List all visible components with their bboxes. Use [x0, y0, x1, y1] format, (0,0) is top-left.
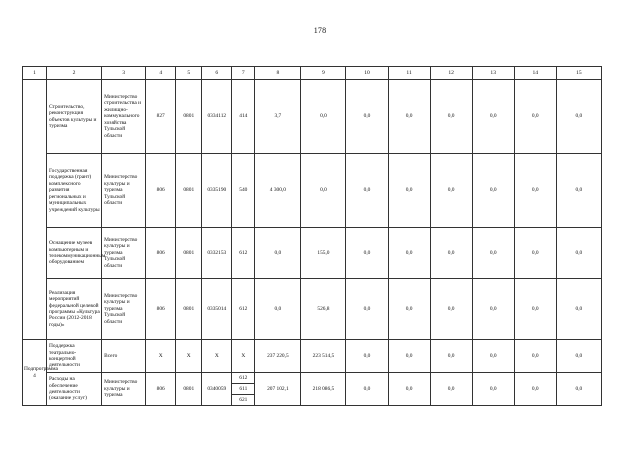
column-header: 2 — [47, 67, 102, 80]
column-header: 9 — [301, 67, 346, 80]
value-cell: 0,0 — [388, 279, 430, 340]
expense-type-code: 611 — [232, 384, 255, 395]
value-cell: 0,0 — [346, 373, 388, 406]
activity-name: Поддержка театрально-концертной деятельности — [47, 340, 102, 373]
value-cell: 0,0 — [346, 154, 388, 228]
value-cell: 4 300,0 — [255, 154, 301, 228]
target-code: 0332153 — [202, 228, 232, 279]
section-code: 0801 — [176, 154, 202, 228]
value-cell: 0,0 — [472, 80, 514, 154]
activity-name: Строительство, реконструкция объектов культуры и туризма — [47, 80, 102, 154]
executor: Министерство культуры и туризма Тульской области — [102, 228, 146, 279]
target-code: X — [202, 340, 232, 373]
value-cell: 0,0 — [301, 154, 346, 228]
value-cell: 0,0 — [430, 80, 472, 154]
value-cell: 0,0 — [514, 154, 556, 228]
value-cell: 0,0 — [346, 340, 388, 373]
column-header: 4 — [146, 67, 176, 80]
table-row — [23, 373, 602, 384]
header-row — [23, 67, 602, 80]
value-cell: 207 102,1 — [255, 373, 301, 406]
table-row — [23, 228, 602, 279]
value-cell: 0,0 — [472, 228, 514, 279]
value-cell: 3,7 — [255, 80, 301, 154]
executor: Всего — [102, 340, 146, 373]
value-cell: 0,0 — [430, 340, 472, 373]
value-cell: 0,0 — [301, 80, 346, 154]
value-cell: 0,0 — [388, 228, 430, 279]
column-header: 11 — [388, 67, 430, 80]
column-header: 10 — [346, 67, 388, 80]
value-cell: 0,0 — [430, 228, 472, 279]
grbs-code: X — [146, 340, 176, 373]
value-cell: 0,0 — [346, 228, 388, 279]
value-cell: 0,0 — [430, 154, 472, 228]
value-cell: 0,0 — [388, 373, 430, 406]
subprogram-row — [23, 340, 602, 373]
section-code: X — [176, 340, 202, 373]
value-cell: 0,0 — [430, 373, 472, 406]
executor: Министерство культуры и туризма Тульской области — [102, 154, 146, 228]
executor: Министерство культуры и туризма Тульской области — [102, 279, 146, 340]
section-code: 0801 — [176, 80, 202, 154]
value-cell: 0,0 — [430, 279, 472, 340]
value-cell: 155,0 — [301, 228, 346, 279]
value-cell: 0,0 — [388, 340, 430, 373]
section-code: 0801 — [176, 279, 202, 340]
column-header: 1 — [23, 67, 47, 80]
value-cell: 0,0 — [472, 154, 514, 228]
value-cell: 0,0 — [556, 373, 601, 406]
subprogram-label: Подпрограмма 4 — [23, 340, 47, 406]
value-cell: 0,0 — [388, 80, 430, 154]
expense-type-code: 540 — [232, 154, 255, 228]
value-cell: 0,0 — [514, 279, 556, 340]
value-cell: 0,0 — [556, 340, 601, 373]
column-header: 8 — [255, 67, 301, 80]
empty-cell — [23, 80, 47, 340]
value-cell: 0,0 — [346, 80, 388, 154]
column-header: 5 — [176, 67, 202, 80]
value-cell: 0,0 — [556, 228, 601, 279]
budget-table — [22, 66, 602, 406]
grbs-code: 806 — [146, 154, 176, 228]
value-cell: 526,8 — [301, 279, 346, 340]
value-cell: 0,0 — [556, 279, 601, 340]
value-cell: 0,0 — [255, 279, 301, 340]
value-cell: 0,0 — [556, 80, 601, 154]
section-code: 0801 — [176, 373, 202, 406]
expense-type-code: 612 — [232, 228, 255, 279]
executor: Министерство строительства и жилищно-коммунального хозяйства Тульской области — [102, 80, 146, 154]
column-header: 6 — [202, 67, 232, 80]
table-row — [23, 154, 602, 228]
column-header: 7 — [232, 67, 255, 80]
expense-type-code: 612 — [232, 279, 255, 340]
value-cell: 0,0 — [514, 228, 556, 279]
activity-name: Государственная поддержка (грант) комплексного развития региональных и муниципальных учреждений культуры — [47, 154, 102, 228]
activity-name: Реализация мероприятий федеральной целевой программы «Культура России (2012-2018 годы)» — [47, 279, 102, 340]
target-code: 0335190 — [202, 154, 232, 228]
value-cell: 0,0 — [255, 228, 301, 279]
value-cell: 0,0 — [472, 279, 514, 340]
value-cell: 0,0 — [472, 340, 514, 373]
value-cell: 0,0 — [514, 80, 556, 154]
column-header: 15 — [556, 67, 601, 80]
grbs-code: 827 — [146, 80, 176, 154]
expense-type-code: 414 — [232, 80, 255, 154]
target-code: 0334112 — [202, 80, 232, 154]
value-cell: 0,0 — [388, 154, 430, 228]
value-cell: 223 514,5 — [301, 340, 346, 373]
activity-name: Оснащение музеев компьютерным и телекоммуникационным оборудованием — [47, 228, 102, 279]
expense-type-code: 621 — [232, 395, 255, 406]
value-cell: 0,0 — [556, 154, 601, 228]
column-header: 14 — [514, 67, 556, 80]
value-cell: 218 086,5 — [301, 373, 346, 406]
expense-type-code: X — [232, 340, 255, 373]
table-row — [23, 279, 602, 340]
page-number: 178 — [313, 26, 327, 35]
expense-type-code: 612 — [232, 373, 255, 384]
grbs-code: 806 — [146, 279, 176, 340]
column-header: 3 — [102, 67, 146, 80]
table-row — [23, 80, 602, 154]
value-cell: 0,0 — [514, 340, 556, 373]
target-code: 0340059 — [202, 373, 232, 406]
activity-name: Расходы на обеспечение деятельности (оказание услуг) — [47, 373, 102, 406]
column-header: 13 — [472, 67, 514, 80]
value-cell: 237 220,5 — [255, 340, 301, 373]
column-header: 12 — [430, 67, 472, 80]
value-cell: 0,0 — [514, 373, 556, 406]
value-cell: 0,0 — [346, 279, 388, 340]
value-cell: 0,0 — [472, 373, 514, 406]
grbs-code: 806 — [146, 373, 176, 406]
grbs-code: 806 — [146, 228, 176, 279]
target-code: 0335014 — [202, 279, 232, 340]
executor: Министерство культуры и туризма — [102, 373, 146, 406]
section-code: 0801 — [176, 228, 202, 279]
